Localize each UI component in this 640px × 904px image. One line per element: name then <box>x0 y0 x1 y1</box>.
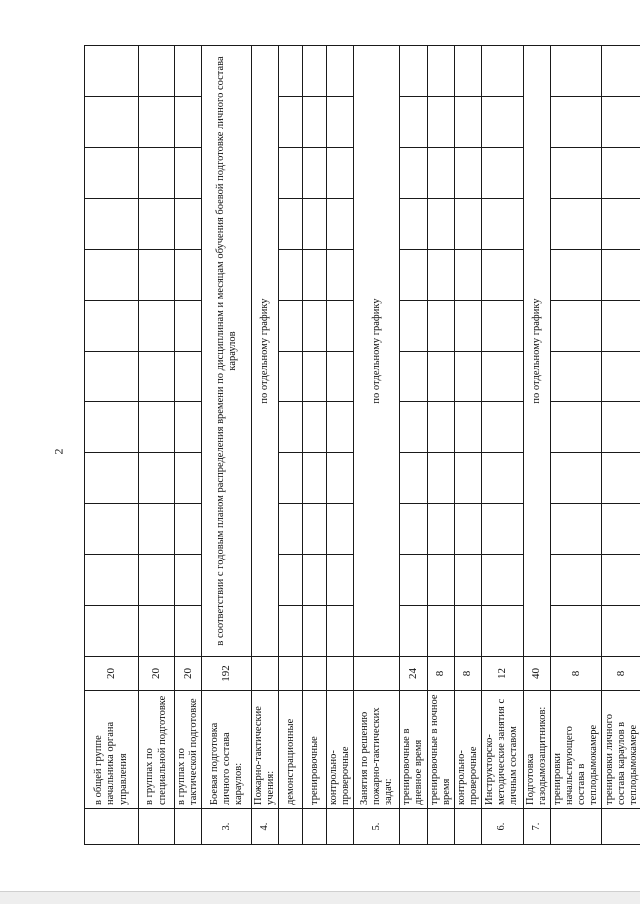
month-cell <box>279 300 303 351</box>
row-hours: 12 <box>481 657 523 691</box>
month-cell <box>427 147 454 198</box>
month-cell <box>602 147 640 198</box>
month-cell <box>550 198 601 249</box>
row-hours: 8 <box>454 657 481 691</box>
month-cell <box>454 249 481 300</box>
month-cell <box>550 46 601 97</box>
month-cell <box>327 300 354 351</box>
row-number: 3. <box>202 809 252 845</box>
month-cell <box>85 46 139 97</box>
month-cell <box>454 402 481 453</box>
month-cell <box>85 300 139 351</box>
schedule-table-wrapper <box>84 45 614 845</box>
month-cell <box>481 147 523 198</box>
month-cell <box>602 555 640 606</box>
row-name: тренировочные в дневное время <box>400 691 427 809</box>
month-cell <box>400 606 427 657</box>
row-number: 7. <box>523 809 550 845</box>
table-row <box>523 46 550 845</box>
month-cell <box>85 198 139 249</box>
row-number <box>602 809 640 845</box>
month-cell <box>175 198 202 249</box>
month-cell <box>454 147 481 198</box>
month-cell <box>139 402 175 453</box>
month-cell <box>550 402 601 453</box>
month-cell <box>550 300 601 351</box>
table-row <box>303 46 327 845</box>
row-hours <box>327 657 354 691</box>
month-cell <box>139 453 175 504</box>
month-cell <box>327 249 354 300</box>
month-cell <box>85 606 139 657</box>
month-cell <box>400 97 427 148</box>
month-cell <box>327 147 354 198</box>
month-cell <box>279 555 303 606</box>
month-cell <box>602 453 640 504</box>
month-cell <box>602 46 640 97</box>
month-cell <box>602 504 640 555</box>
row-hours <box>303 657 327 691</box>
month-cell <box>85 504 139 555</box>
month-cell <box>481 46 523 97</box>
month-cell <box>550 351 601 402</box>
month-cell <box>454 504 481 555</box>
month-cell <box>279 97 303 148</box>
scan-edge <box>0 891 640 904</box>
month-cell <box>427 46 454 97</box>
month-cell <box>481 249 523 300</box>
month-cell <box>602 249 640 300</box>
row-hours <box>354 657 400 691</box>
month-cell <box>279 46 303 97</box>
month-cell <box>481 555 523 606</box>
month-cell <box>139 97 175 148</box>
row-hours <box>279 657 303 691</box>
month-cell <box>303 147 327 198</box>
month-cell <box>85 249 139 300</box>
row-name: Пожарно-тактические учения: <box>252 691 279 809</box>
month-cell <box>454 555 481 606</box>
month-cell <box>454 351 481 402</box>
row-name: Инструкторско-методические занятия с личным составом <box>481 691 523 809</box>
row-name: тренировочные в ночное время <box>427 691 454 809</box>
row-note: по отдельному графику <box>252 46 279 657</box>
month-cell <box>327 351 354 402</box>
row-hours: 20 <box>175 657 202 691</box>
table-row <box>550 46 601 845</box>
table-row <box>400 46 427 845</box>
month-cell <box>454 300 481 351</box>
row-name: демонстрационные <box>279 691 303 809</box>
table-row <box>139 46 175 845</box>
row-number: 6. <box>481 809 523 845</box>
row-name: тренировки личного состава караулов в теплодымокамере <box>602 691 640 809</box>
month-cell <box>139 198 175 249</box>
month-cell <box>175 97 202 148</box>
row-hours: 24 <box>400 657 427 691</box>
row-name: Подготовка газодымозащитников: <box>523 691 550 809</box>
month-cell <box>327 198 354 249</box>
table-row <box>202 46 252 845</box>
month-cell <box>175 555 202 606</box>
month-cell <box>400 555 427 606</box>
row-hours: 20 <box>85 657 139 691</box>
month-cell <box>602 198 640 249</box>
month-cell <box>139 555 175 606</box>
row-name: контрольно-проверочные <box>327 691 354 809</box>
row-hours: 8 <box>550 657 601 691</box>
month-cell <box>400 249 427 300</box>
month-cell <box>85 402 139 453</box>
month-cell <box>454 453 481 504</box>
month-cell <box>303 46 327 97</box>
month-cell <box>427 300 454 351</box>
month-cell <box>400 351 427 402</box>
table-row <box>175 46 202 845</box>
table-row <box>279 46 303 845</box>
row-name: контрольно-проверочные <box>454 691 481 809</box>
month-cell <box>550 97 601 148</box>
table-row <box>252 46 279 845</box>
month-cell <box>175 46 202 97</box>
month-cell <box>327 606 354 657</box>
table-row <box>454 46 481 845</box>
month-cell <box>85 147 139 198</box>
row-name: в группах по специальной подготовке <box>139 691 175 809</box>
month-cell <box>139 249 175 300</box>
month-cell <box>139 504 175 555</box>
table-row <box>354 46 400 845</box>
table-row <box>481 46 523 845</box>
month-cell <box>481 300 523 351</box>
row-note: в соответствии с годовым планом распределения времени по дисциплинам и месяцам обучения боевой подготовке личного состава караулов <box>202 46 252 657</box>
month-cell <box>303 504 327 555</box>
row-name: тренировки начальствующего состава в теплодымокамере <box>550 691 601 809</box>
row-number <box>454 809 481 845</box>
row-name: Боевая подготовка личного состава караулов: <box>202 691 252 809</box>
month-cell <box>303 300 327 351</box>
month-cell <box>175 300 202 351</box>
row-hours <box>252 657 279 691</box>
month-cell <box>602 351 640 402</box>
row-number <box>427 809 454 845</box>
row-hours: 20 <box>139 657 175 691</box>
month-cell <box>303 453 327 504</box>
row-hours: 192 <box>202 657 252 691</box>
row-name: в общей группе начальника органа управления <box>85 691 139 809</box>
month-cell <box>139 147 175 198</box>
month-cell <box>303 555 327 606</box>
row-note: по отдельному графику <box>354 46 400 657</box>
month-cell <box>481 198 523 249</box>
month-cell <box>481 402 523 453</box>
row-number <box>550 809 601 845</box>
row-number <box>175 809 202 845</box>
month-cell <box>454 198 481 249</box>
month-cell <box>427 555 454 606</box>
month-cell <box>550 555 601 606</box>
table-row <box>85 46 139 845</box>
table-row <box>602 46 640 845</box>
month-cell <box>303 606 327 657</box>
month-cell <box>303 97 327 148</box>
month-cell <box>85 351 139 402</box>
month-cell <box>279 198 303 249</box>
month-cell <box>85 453 139 504</box>
month-cell <box>400 504 427 555</box>
table-row <box>427 46 454 845</box>
month-cell <box>454 606 481 657</box>
month-cell <box>602 402 640 453</box>
month-cell <box>400 198 427 249</box>
month-cell <box>279 249 303 300</box>
month-cell <box>279 402 303 453</box>
month-cell <box>481 453 523 504</box>
page-number: 2 <box>52 449 67 455</box>
month-cell <box>550 453 601 504</box>
month-cell <box>279 453 303 504</box>
month-cell <box>175 402 202 453</box>
month-cell <box>454 46 481 97</box>
month-cell <box>454 97 481 148</box>
month-cell <box>139 46 175 97</box>
month-cell <box>602 606 640 657</box>
month-cell <box>175 504 202 555</box>
month-cell <box>400 402 427 453</box>
month-cell <box>400 300 427 351</box>
month-cell <box>175 351 202 402</box>
row-note: по отдельному графику <box>523 46 550 657</box>
month-cell <box>400 46 427 97</box>
row-number <box>279 809 303 845</box>
row-number <box>139 809 175 845</box>
month-cell <box>327 504 354 555</box>
schedule-table <box>84 45 640 845</box>
row-number: 5. <box>354 809 400 845</box>
month-cell <box>427 402 454 453</box>
month-cell <box>550 147 601 198</box>
month-cell <box>427 97 454 148</box>
row-number <box>327 809 354 845</box>
month-cell <box>427 351 454 402</box>
month-cell <box>279 351 303 402</box>
month-cell <box>85 555 139 606</box>
row-number <box>85 809 139 845</box>
month-cell <box>303 402 327 453</box>
month-cell <box>139 606 175 657</box>
month-cell <box>550 504 601 555</box>
month-cell <box>327 555 354 606</box>
row-name: Занятия по решению пожарно-тактических задач: <box>354 691 400 809</box>
month-cell <box>327 97 354 148</box>
row-hours: 40 <box>523 657 550 691</box>
month-cell <box>279 504 303 555</box>
month-cell <box>427 198 454 249</box>
row-number: 4. <box>252 809 279 845</box>
month-cell <box>139 300 175 351</box>
month-cell <box>303 351 327 402</box>
schedule-table-body <box>85 46 640 845</box>
month-cell <box>175 453 202 504</box>
month-cell <box>550 249 601 300</box>
row-name: в группах по тактической подготовке <box>175 691 202 809</box>
month-cell <box>427 504 454 555</box>
row-name: тренировочные <box>303 691 327 809</box>
month-cell <box>602 97 640 148</box>
month-cell <box>427 606 454 657</box>
month-cell <box>481 97 523 148</box>
month-cell <box>327 453 354 504</box>
month-cell <box>175 249 202 300</box>
month-cell <box>85 97 139 148</box>
month-cell <box>481 504 523 555</box>
month-cell <box>602 300 640 351</box>
month-cell <box>481 351 523 402</box>
month-cell <box>400 453 427 504</box>
row-hours: 8 <box>602 657 640 691</box>
row-hours: 8 <box>427 657 454 691</box>
month-cell <box>400 147 427 198</box>
month-cell <box>303 198 327 249</box>
month-cell <box>175 147 202 198</box>
month-cell <box>427 453 454 504</box>
month-cell <box>139 351 175 402</box>
month-cell <box>550 606 601 657</box>
table-row <box>327 46 354 845</box>
row-number <box>303 809 327 845</box>
month-cell <box>481 606 523 657</box>
row-number <box>400 809 427 845</box>
month-cell <box>175 606 202 657</box>
month-cell <box>327 402 354 453</box>
month-cell <box>327 46 354 97</box>
month-cell <box>279 147 303 198</box>
month-cell <box>427 249 454 300</box>
month-cell <box>303 249 327 300</box>
month-cell <box>279 606 303 657</box>
